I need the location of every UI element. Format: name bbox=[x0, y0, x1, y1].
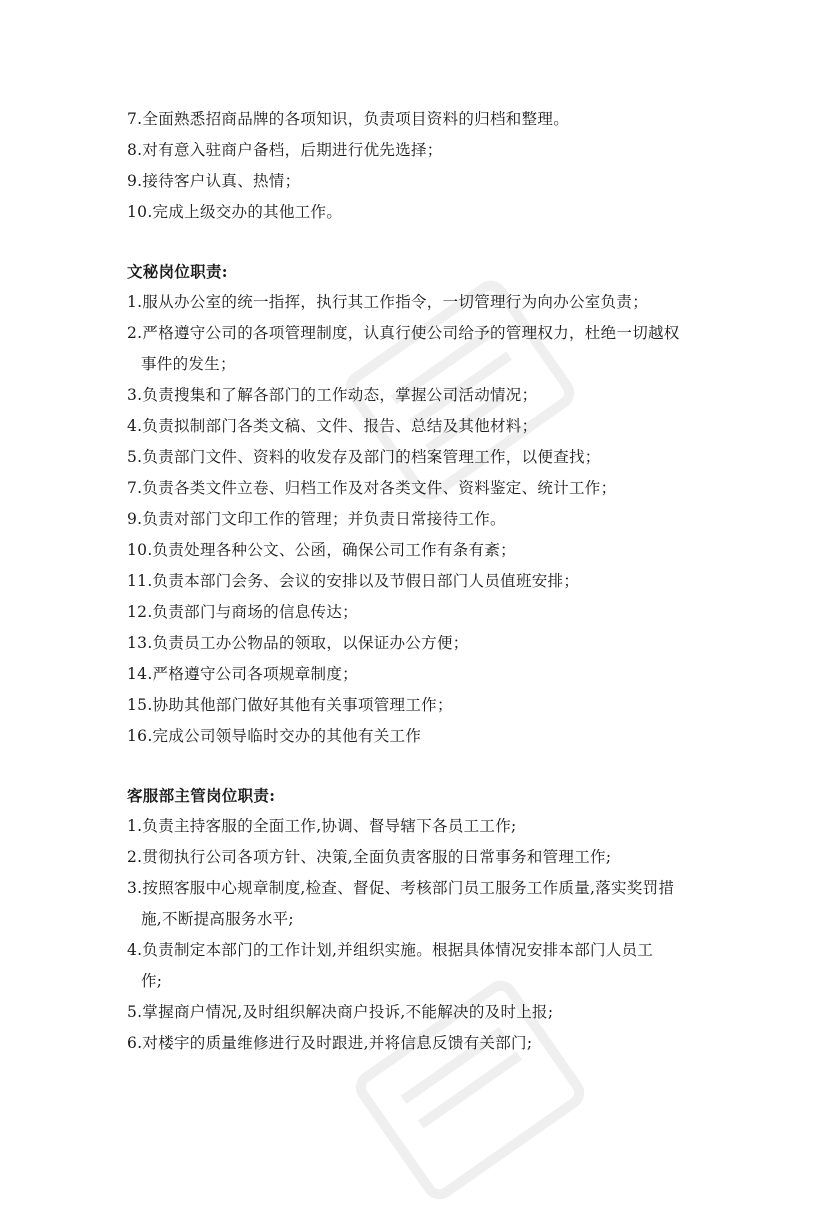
cs-item-3-cont: 施,不断提高服务水平; bbox=[141, 910, 294, 928]
secretary-item-5: 5.负责部门文件、资料的收发存及部门的档案管理工作，以便查找； bbox=[127, 448, 601, 466]
section-gap bbox=[127, 228, 727, 256]
secretary-item-9: 9.负责对部门文印工作的管理；并负责日常接待工作。 bbox=[127, 510, 506, 528]
cs-item-2: 2.贯彻执行公司各项方针、决策,全面负责客服的日常事务和管理工作; bbox=[127, 848, 612, 866]
secretary-item-1: 1.服从办公室的统一指挥，执行其工作指令，一切管理行为向办公室负责； bbox=[127, 293, 648, 311]
intro-line-8: 8.对有意入驻商户备档，后期进行优先选择； bbox=[127, 141, 443, 159]
secretary-item-4: 4.负责拟制部门各类文稿、文件、报告、总结及其他材料； bbox=[127, 417, 538, 435]
intro-line-10: 10.完成上级交办的其他工作。 bbox=[127, 203, 343, 221]
cs-item-6: 6.对楼宇的质量维修进行及时跟进,并将信息反馈有关部门; bbox=[127, 1034, 533, 1052]
secretary-item-13: 13.负责员工办公物品的领取，以保证办公方便； bbox=[127, 634, 469, 652]
secretary-item-15: 15.协助其他部门做好其他有关事项管理工作； bbox=[127, 696, 453, 714]
cs-item-4-cont: 作; bbox=[141, 972, 163, 990]
secretary-item-16: 16.完成公司领导临时交办的其他有关工作 bbox=[127, 727, 422, 745]
secretary-item-2: 2.严格遵守公司的各项管理制度，认真行使公司给予的管理权力，杜绝一切越权 bbox=[127, 324, 680, 342]
intro-line-7: 7.全面熟悉招商品牌的各项知识，负责项目资料的归档和整理。 bbox=[127, 110, 569, 128]
secretary-item-2-cont: 事件的发生； bbox=[141, 355, 236, 373]
secretary-item-14: 14.严格遵守公司各项规章制度； bbox=[127, 665, 358, 683]
cs-item-3: 3.按照客服中心规章制度,检查、督促、考核部门员工服务工作质量,落实奖罚措 bbox=[127, 879, 675, 897]
cs-item-1: 1.负责主持客服的全面工作,协调、督导辖下各员工工作; bbox=[127, 817, 517, 835]
secretary-item-7: 7.负责各类文件立卷、归档工作及对各类文件、资料鉴定、统计工作； bbox=[127, 479, 617, 497]
secretary-item-12: 12.负责部门与商场的信息传达； bbox=[127, 603, 358, 621]
secretary-heading: 文秘岗位职责: bbox=[127, 262, 228, 281]
intro-section bbox=[127, 104, 727, 228]
secretary-section bbox=[127, 256, 727, 752]
intro-line-9: 9.接待客户认真、热情； bbox=[127, 172, 301, 190]
cs-item-4: 4.负责制定本部门的工作计划,并组织实施。根据具体情况安排本部门人员工 bbox=[127, 941, 654, 959]
cs-item-5: 5.掌握商户情况,及时组织解决商户投诉,不能解决的及时上报; bbox=[127, 1003, 554, 1021]
document-body bbox=[127, 104, 727, 1059]
section-gap bbox=[127, 752, 727, 780]
secretary-item-3: 3.负责搜集和了解各部门的工作动态，掌握公司活动情况； bbox=[127, 386, 538, 404]
customer-service-heading: 客服部主管岗位职责: bbox=[127, 786, 276, 805]
secretary-item-10: 10.负责处理各种公文、公函，确保公司工作有条有紊； bbox=[127, 541, 516, 559]
customer-service-section bbox=[127, 780, 727, 1059]
secretary-item-11: 11.负责本部门会务、会议的安排以及节假日部门人员值班安排； bbox=[127, 572, 580, 590]
